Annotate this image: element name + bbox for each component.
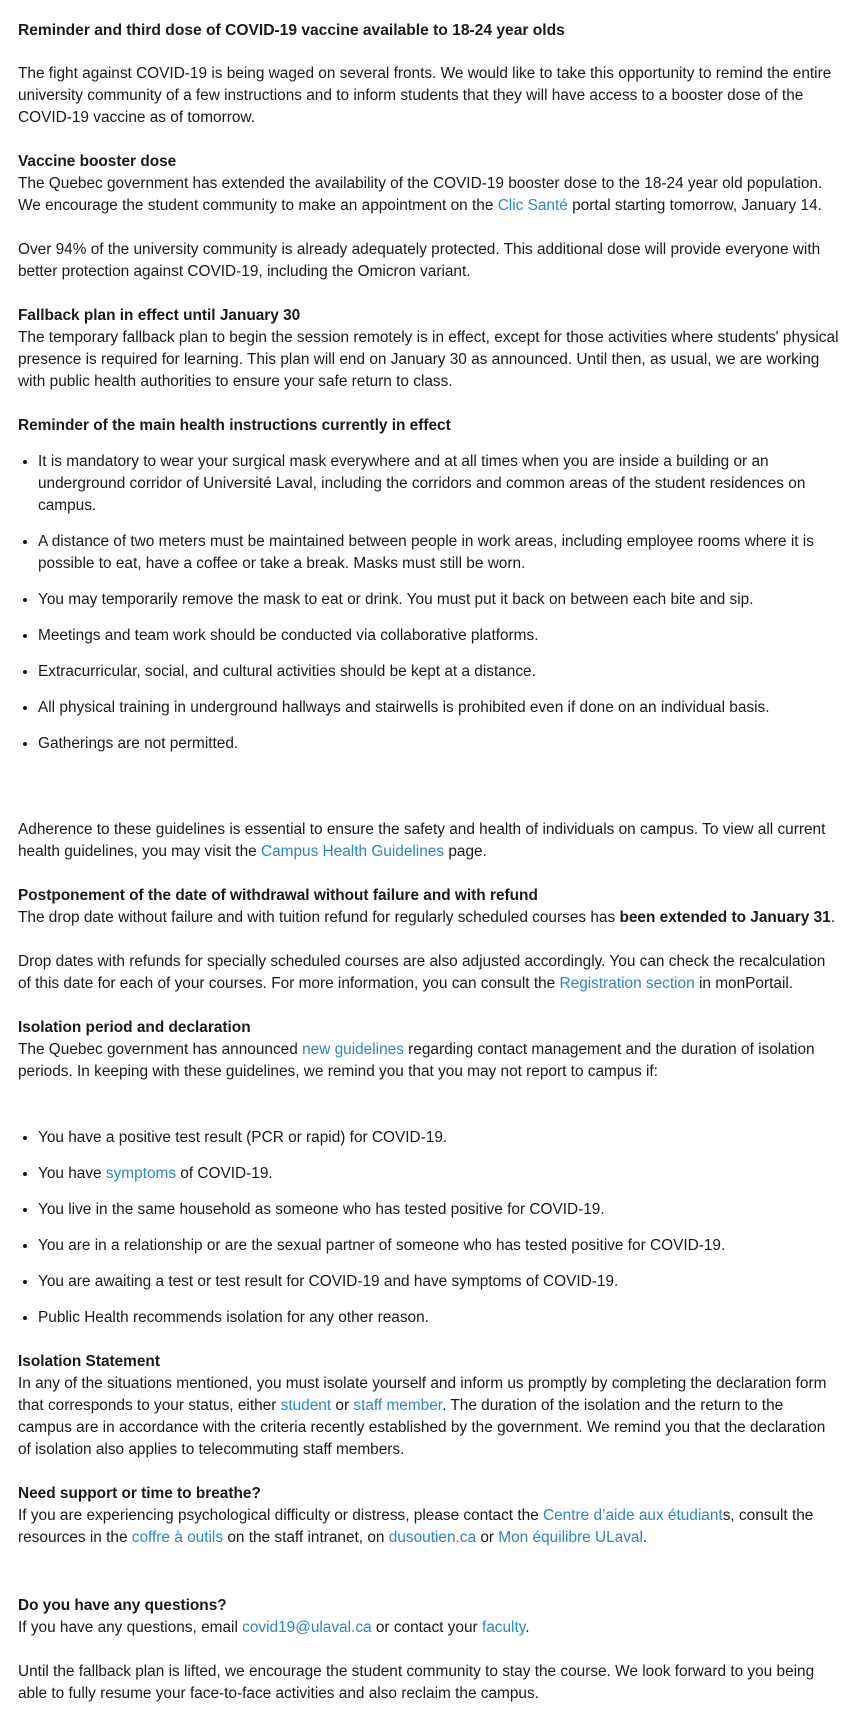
list-item: • All physical training in underground hallways and stairwells is prohibited even if done on an individual basis. — [38, 697, 839, 719]
questions-text-1: If you have any questions, email — [18, 1619, 243, 1636]
list-item — [38, 1199, 839, 1221]
list-item — [38, 1163, 839, 1185]
postponement-section — [18, 885, 839, 929]
list-item-text: You are awaiting a test or test result for COVID-19 and have symptoms of COVID-19. — [38, 1273, 619, 1290]
support-text-4: or — [476, 1529, 499, 1546]
booster-text-2: portal starting tomorrow, January 14. — [567, 197, 822, 214]
dusoutien-link[interactable]: dusoutien.ca — [388, 1529, 477, 1546]
support-text-1: If you are experiencing psychological difficulty or distress, please contact the — [18, 1507, 543, 1524]
isolation-heading: Isolation period and declaration — [18, 1019, 251, 1036]
list-item: • It is mandatory to wear your surgical mask everywhere and at all times when you are inside a building or an underground corridor of Université Laval, including the corridors and common areas of the student residences on campus. — [38, 451, 839, 517]
isolation-list — [18, 1127, 839, 1329]
support-text-3: on the staff intranet, on — [223, 1529, 389, 1546]
questions-heading: Do you have any questions? — [18, 1597, 227, 1614]
staff-member-link[interactable]: staff member — [353, 1397, 443, 1414]
list-item: • You may temporarily remove the mask to eat or drink. You must put it back on between each bite and sip. — [38, 589, 839, 611]
instructions-heading: Reminder of the main health instructions currently in effect — [18, 417, 451, 434]
list-item: • Extracurricular, social, and cultural activities should be kept at a distance. — [38, 661, 839, 683]
page-title: Reminder and third dose of COVID-19 vaccine available to 18-24 year olds — [18, 22, 565, 39]
closing-paragraph: Until the fallback plan is lifted, we encourage the student community to stay the course. We look forward to you being able to fully resume your face-to-face activities and also reclaim the campus. — [18, 1663, 815, 1702]
support-text-5: . — [642, 1529, 648, 1546]
list-item-text: Public Health recommends isolation for any other reason. — [38, 1309, 429, 1326]
list-item — [38, 1271, 839, 1293]
support-heading: Need support or time to breathe? — [18, 1485, 261, 1502]
booster-text-1: The Quebec government has extended the availability of the COVID-19 booster dose to the 18-24 year old population. We encourage the student community to make an appointment on the — [18, 175, 823, 214]
list-item — [38, 1307, 839, 1329]
statement-heading: Isolation Statement — [18, 1353, 160, 1370]
fallback-text: The temporary fallback plan to begin the session remotely is in effect, except for those activities where students' physical presence is required for learning. This plan will end on January 30 as announced. Until then, as usual, we are working with public health authorities to ensure your safe return to class. — [18, 329, 839, 390]
questions-text-2: or contact your — [371, 1619, 482, 1636]
adherence-text-1: Adherence to these guidelines is essential to ensure the safety and health of individuals on campus. To view all current health guidelines, you may visit the — [18, 821, 826, 860]
support-section — [18, 1483, 839, 1549]
booster-protection-paragraph: Over 94% of the university community is already adequately protected. This additional dose will provide everyone with better protection against COVID-19, including the Omicron variant. — [18, 241, 821, 280]
adherence-text-2: page. — [444, 843, 487, 860]
clic-sante-link[interactable]: Clic Santé — [497, 197, 568, 214]
list-item: • A distance of two meters must be maintained between people in work areas, including employee rooms where it is possible to eat, have a coffee or take a break. Masks must still be worn. — [38, 531, 839, 575]
support-text-2: s, consult the resources in the — [18, 1507, 814, 1546]
isolation-text-2: regarding contact management and the duration of isolation periods. In keeping with these guidelines, we remind you that you may not report to campus if: — [18, 1041, 815, 1080]
postponement-bold: been extended to January 31 — [619, 909, 831, 926]
symptoms-link[interactable]: symptoms — [105, 1165, 177, 1182]
postponement-text-1: The drop date without failure and with tuition refund for regularly scheduled courses has — [18, 909, 620, 926]
list-item-text: of COVID-19. — [176, 1165, 273, 1182]
statement-section — [18, 1351, 839, 1461]
questions-text-3: . — [525, 1619, 530, 1636]
drop-dates-text-1: Drop dates with refunds for specially scheduled courses are also adjusted accordingly. You can check the recalculation of this date for each of your courses. For more information, you can consult the — [18, 953, 826, 992]
mon-equilibre-link[interactable]: Mon équilibre ULaval — [498, 1529, 643, 1546]
adherence-paragraph — [18, 819, 839, 863]
isolation-text-1: The Quebec government has announced — [18, 1041, 303, 1058]
email-link[interactable]: covid19@ulaval.ca — [242, 1619, 372, 1636]
statement-text-3: . The duration of the isolation and the return to the campus are in accordance with the criteria recently established by the government. We remind you that the declaration of isolation also applies to telecommuting staff members. — [18, 1397, 826, 1458]
list-item: • Gatherings are not permitted. — [38, 733, 839, 755]
fallback-heading: Fallback plan in effect until January 30 — [18, 307, 301, 324]
student-link[interactable]: student — [280, 1397, 332, 1414]
instructions-list — [18, 451, 839, 755]
list-item-text: You have a positive test result (PCR or rapid) for COVID-19. — [38, 1129, 448, 1146]
postponement-text-2: . — [830, 909, 835, 926]
intro-paragraph: The fight against COVID-19 is being waged on several fronts. We would like to take this opportunity to remind the entire university community of a few instructions and to inform students that they will have access to a booster dose of the COVID-19 vaccine as of tomorrow. — [18, 65, 832, 126]
list-item-text: You have — [38, 1165, 106, 1182]
isolation-section — [18, 1017, 839, 1083]
drop-dates-paragraph — [18, 951, 839, 995]
booster-heading: Vaccine booster dose — [18, 153, 177, 170]
faculty-link[interactable]: faculty — [481, 1619, 526, 1636]
statement-text-2: or — [331, 1397, 354, 1414]
booster-section — [18, 151, 839, 217]
list-item-text: You are in a relationship or are the sexual partner of someone who has tested positive for COVID-19. — [38, 1237, 726, 1254]
list-item: • Meetings and team work should be conducted via collaborative platforms. — [38, 625, 839, 647]
statement-text-1: In any of the situations mentioned, you must isolate yourself and inform us promptly by completing the declaration form that corresponds to your status, either — [18, 1375, 827, 1414]
postponement-heading: Postponement of the date of withdrawal without failure and with refund — [18, 887, 538, 904]
campus-health-guidelines-link[interactable]: Campus Health Guidelines — [260, 843, 445, 860]
registration-section-link[interactable]: Registration section — [559, 975, 695, 992]
new-guidelines-link[interactable]: new guidelines — [302, 1041, 404, 1058]
questions-section — [18, 1595, 839, 1639]
drop-dates-text-2: in monPortail. — [694, 975, 794, 992]
list-item — [38, 1235, 839, 1257]
list-item — [38, 1127, 839, 1149]
list-item-text: You live in the same household as someone who has tested positive for COVID-19. — [38, 1201, 605, 1218]
fallback-section — [18, 305, 839, 393]
coffre-outils-link[interactable]: coffre à outils — [131, 1529, 224, 1546]
centre-aide-link[interactable]: Centre d’aide aux étudiant — [543, 1507, 723, 1524]
